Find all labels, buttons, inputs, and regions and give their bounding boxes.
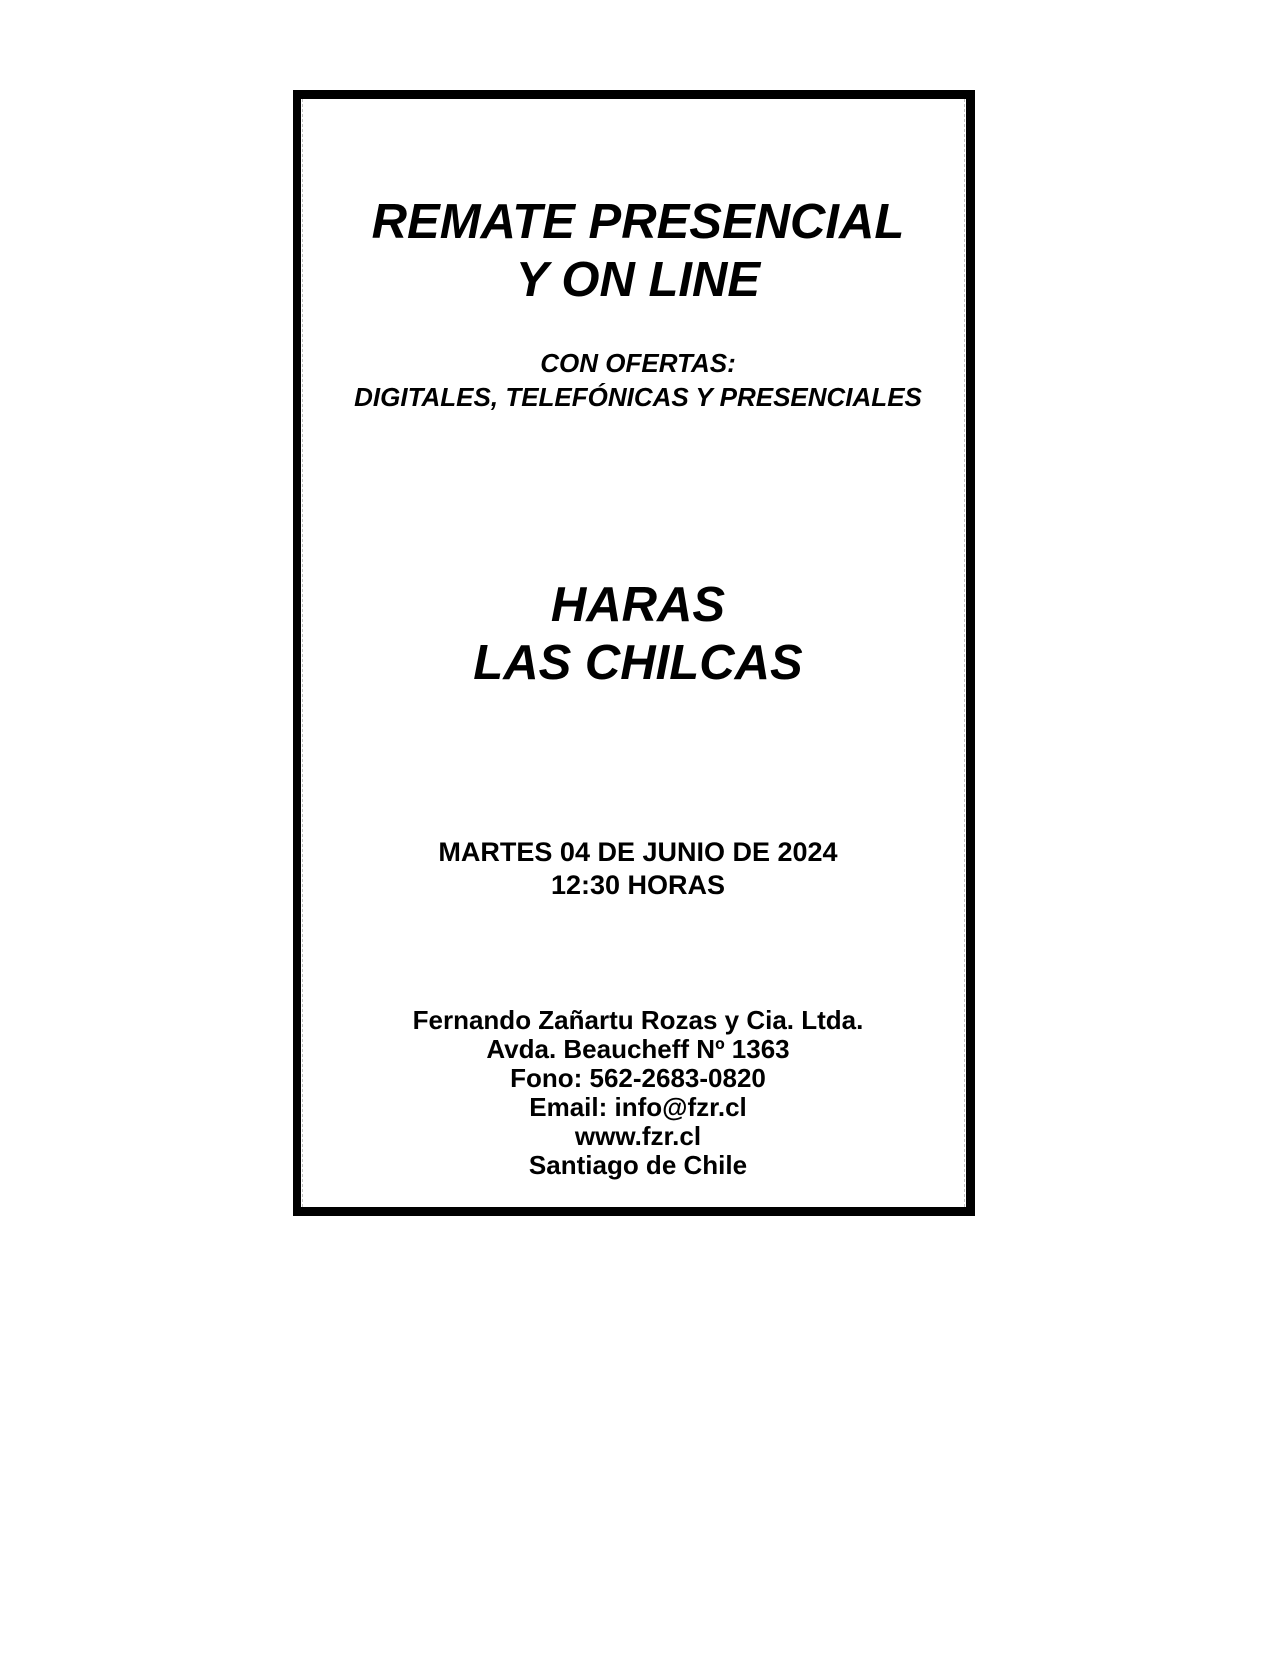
company-email: Email: info@fzr.cl — [529, 1092, 747, 1122]
seller-name-line-2: LAS CHILCAS — [473, 636, 803, 690]
auction-title-line-1: REMATE PRESENCIAL — [371, 195, 905, 249]
company-phone: Fono: 562-2683-0820 — [510, 1063, 766, 1093]
auction-time: 12:30 HORAS — [550, 870, 726, 900]
company-name: Fernando Zañartu Rozas y Cia. Ltda. — [412, 1005, 864, 1035]
auction-date: MARTES 04 DE JUNIO DE 2024 — [438, 837, 838, 867]
company-website: www.fzr.cl — [574, 1121, 702, 1151]
company-address: Avda. Beaucheff Nº 1363 — [486, 1034, 790, 1064]
seller-name-line-1: HARAS — [550, 578, 726, 632]
auction-title-line-2: Y ON LINE — [515, 253, 761, 307]
offers-heading: CON OFERTAS: — [540, 348, 736, 378]
company-city: Santiago de Chile — [528, 1150, 748, 1180]
offers-types: DIGITALES, TELEFÓNICAS Y PRESENCIALES — [354, 382, 922, 412]
